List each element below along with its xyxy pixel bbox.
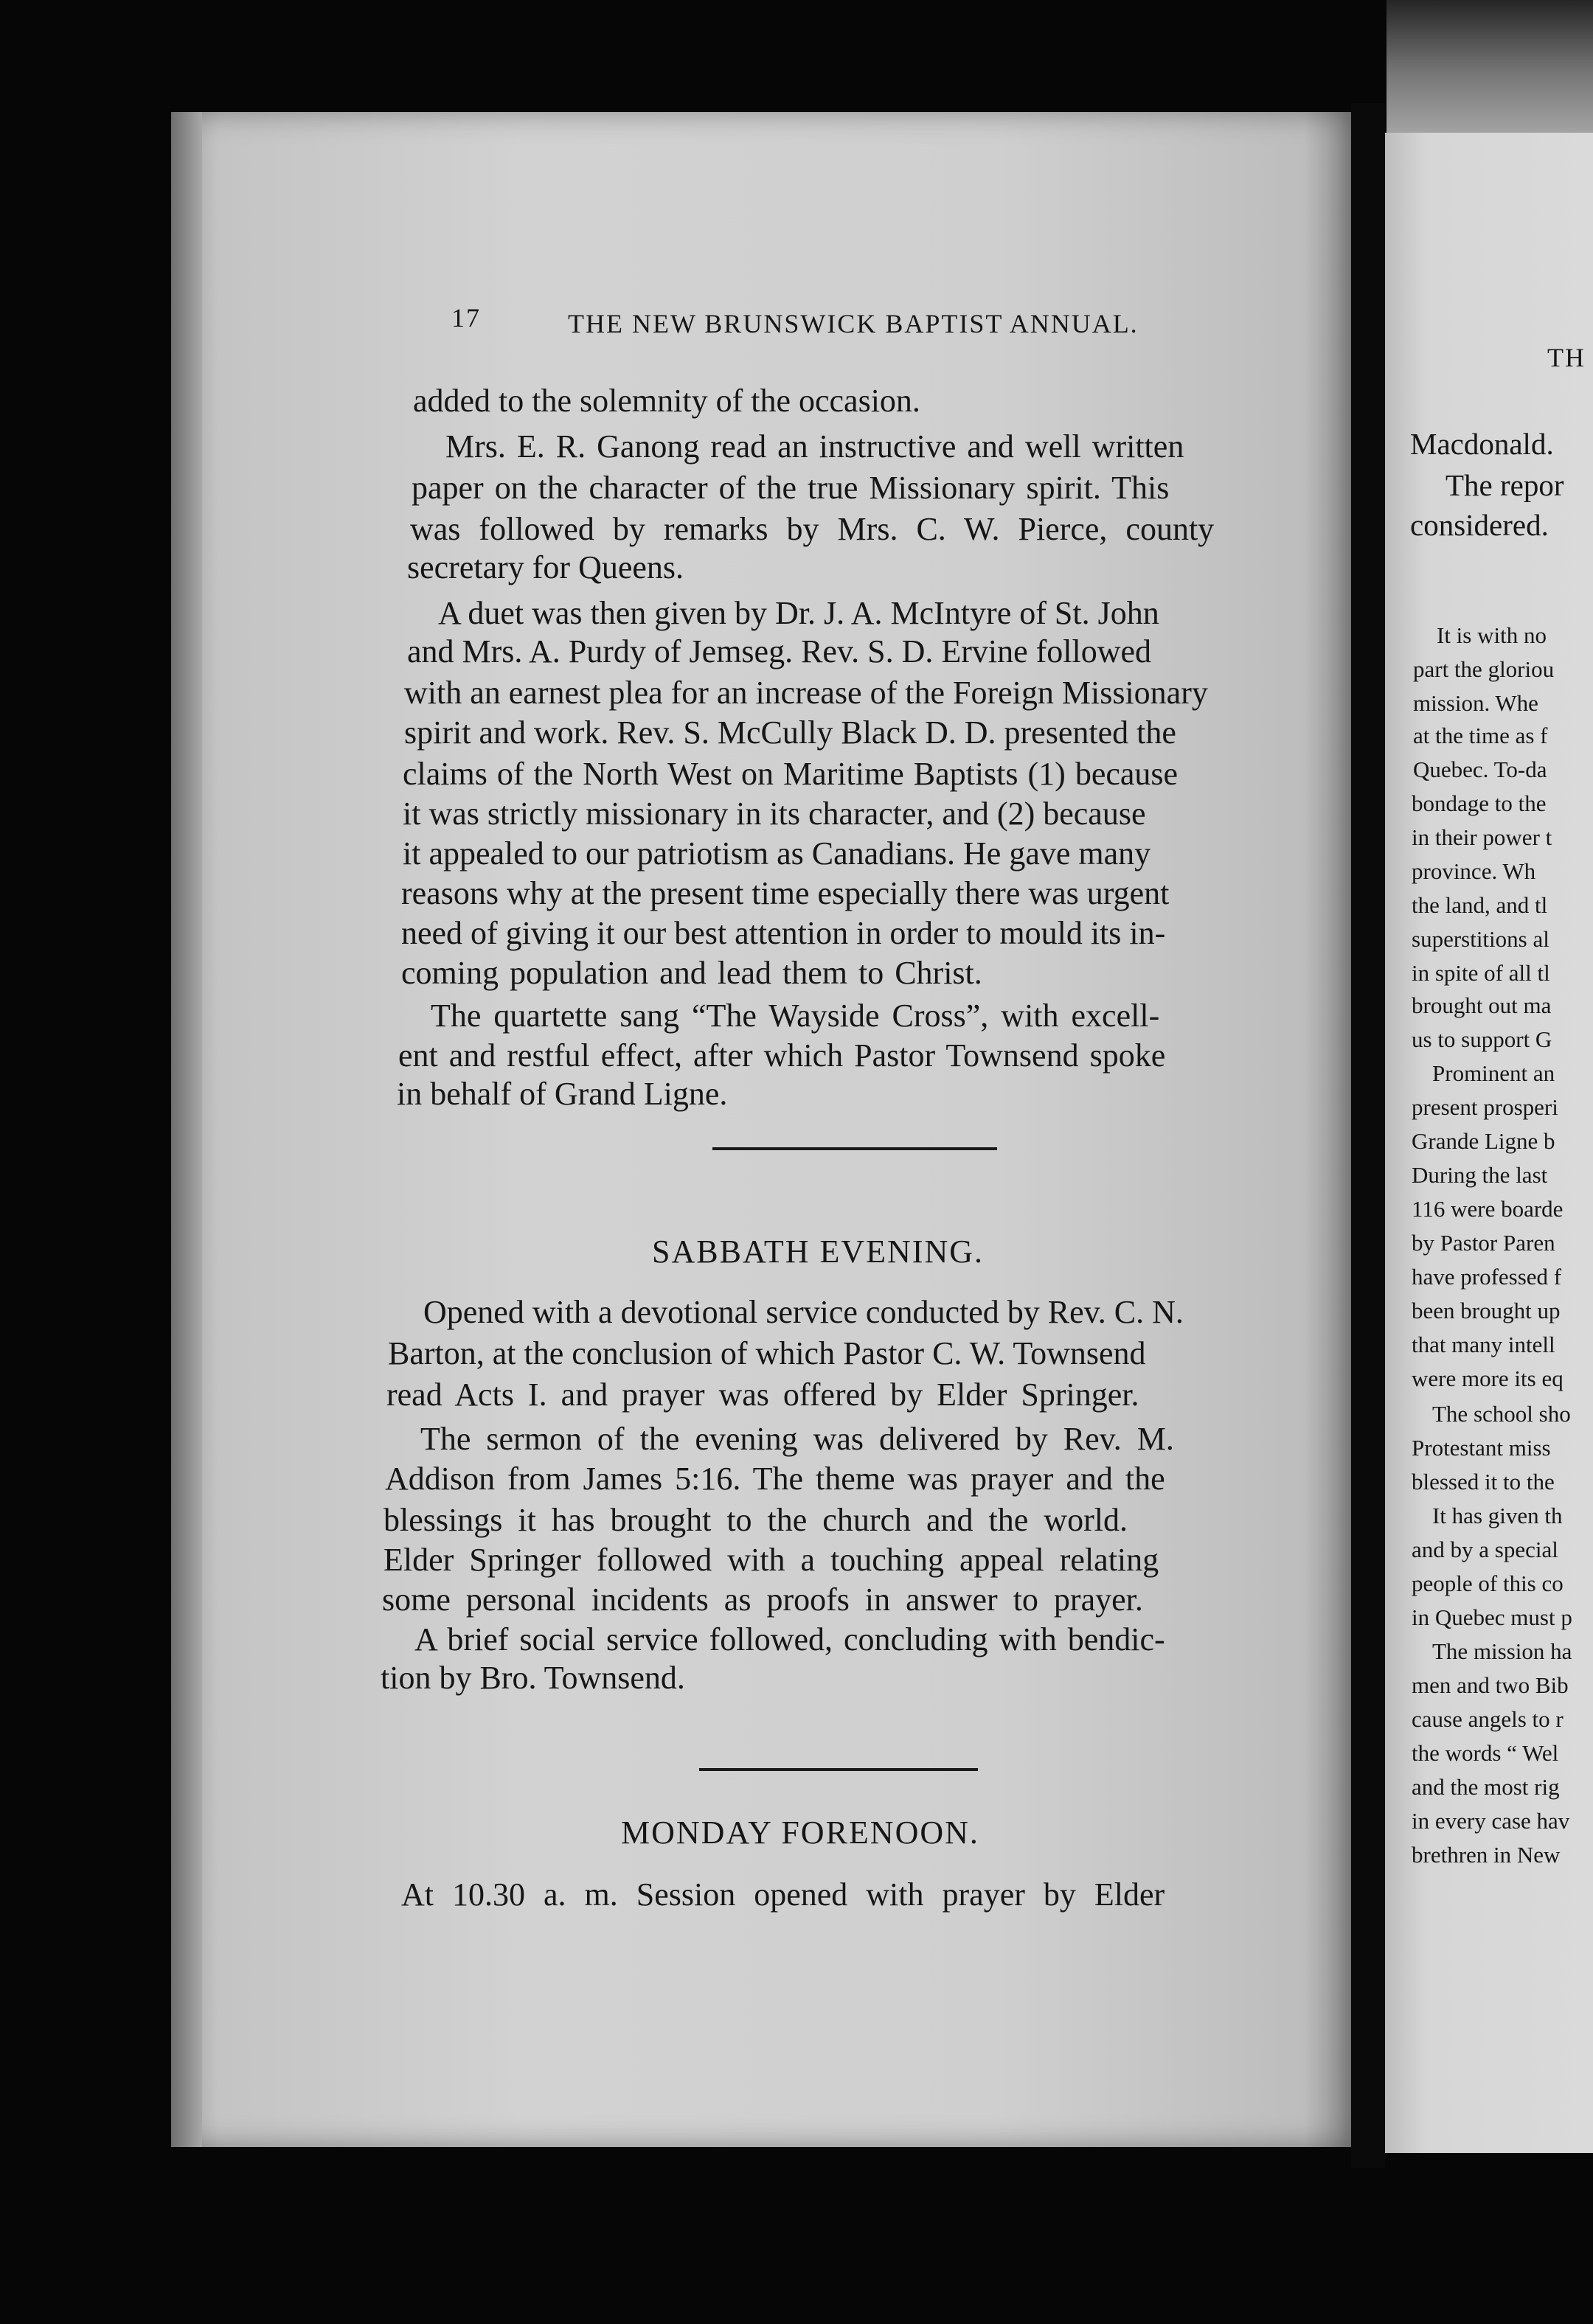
left-page-edge — [171, 112, 202, 2147]
text-line: coming population and lead them to Christ. — [401, 955, 982, 991]
text-line: in spite of all tl — [1412, 960, 1550, 986]
text-line: were more its eq — [1412, 1365, 1564, 1391]
text-line: At 10.30 a. m. Session opened with prayer by Elder — [401, 1876, 1165, 1913]
text-line: cause angels to r — [1412, 1706, 1564, 1732]
text-line: the land, and tl — [1412, 892, 1548, 918]
text-line: Macdonald. — [1410, 427, 1554, 461]
text-line: The quartette sang “The Wayside Cross”, with excell- — [431, 998, 1160, 1034]
text-line: the words “ Wel — [1412, 1740, 1559, 1766]
text-line: have professed f — [1412, 1264, 1562, 1290]
text-line: secretary for Queens. — [407, 549, 684, 585]
text-line: Protestant miss — [1412, 1435, 1551, 1461]
text-line: 116 were boarde — [1412, 1196, 1564, 1222]
text-line: brethren in New — [1412, 1842, 1561, 1868]
text-line: The repor — [1446, 468, 1564, 502]
right-page-text — [1385, 133, 1593, 2153]
text-line: spirit and work. Rev. S. McCully Black D. D. presented the — [404, 714, 1176, 751]
text-line: brought out ma — [1412, 992, 1552, 1018]
text-line: Opened with a devotional service conducted by Rev. C. N. — [423, 1294, 1184, 1330]
text-line: mission. Whe — [1413, 690, 1538, 716]
running-head-right: TH — [1547, 343, 1586, 372]
text-line: read Acts I. and prayer was offered by Elder Springer. — [386, 1377, 1139, 1413]
text-line: claims of the North West on Maritime Baptists (1) because — [403, 756, 1179, 792]
running-head: THE NEW BRUNSWICK BAPTIST ANNUAL. — [568, 309, 1139, 338]
text-line: Elder Springer followed with a touching appeal relating — [384, 1542, 1159, 1578]
text-line: in behalf of Grand Ligne. — [397, 1076, 728, 1112]
text-line: and Mrs. A. Purdy of Jemseg. Rev. S. D. Ervine followed — [407, 633, 1152, 669]
text-line: in their power t — [1412, 824, 1552, 850]
text-line: Mrs. E. R. Ganong read an instructive and well written — [445, 428, 1184, 465]
text-line: Prominent an — [1432, 1060, 1555, 1086]
text-line: was followed by remarks by Mrs. C. W. Pierce, county — [410, 511, 1215, 547]
text-line: Grande Ligne b — [1412, 1128, 1555, 1154]
text-line: blessed it to the — [1412, 1469, 1555, 1495]
text-line: tion by Bro. Townsend. — [381, 1660, 685, 1696]
text-line: us to support G — [1412, 1026, 1552, 1052]
section-heading-sabbath-evening: SABBATH EVENING. — [652, 1234, 984, 1270]
page-number: 17 — [451, 303, 481, 333]
text-line: ent and restful effect, after which Pastor Townsend spoke — [398, 1037, 1166, 1074]
text-line: and the most rig — [1412, 1774, 1560, 1800]
text-line: with an earnest plea for an increase of the Foreign Missionary — [404, 675, 1208, 711]
section-divider — [712, 1147, 997, 1150]
section-heading-monday-forenoon: MONDAY FORENOON. — [621, 1815, 979, 1851]
text-line: in Quebec must p — [1412, 1604, 1572, 1630]
text-line: at the time as f — [1413, 723, 1548, 748]
text-line: bondage to the — [1412, 790, 1547, 816]
text-line: in every case hav — [1412, 1808, 1570, 1834]
text-line: present prosperi — [1412, 1094, 1558, 1120]
text-line: blessings it has brought to the church and the world. — [384, 1502, 1128, 1538]
text-line: The mission ha — [1432, 1638, 1572, 1664]
text-line: it was strictly missionary in its character, and (2) because — [403, 796, 1146, 832]
text-line: some personal incidents as proofs in answer to prayer. — [382, 1582, 1143, 1618]
text-line: paper on the character of the true Missionary spirit. This — [412, 470, 1170, 506]
text-line: need of giving it our best attention in order to mould its in- — [401, 915, 1166, 951]
text-line: Addison from James 5:16. The theme was prayer and the — [385, 1461, 1165, 1497]
text-line: superstitions al — [1412, 926, 1549, 952]
text-line: added to the solemnity of the occasion. — [413, 383, 920, 419]
text-line: It has given th — [1432, 1503, 1563, 1528]
text-line: and by a special — [1412, 1537, 1558, 1562]
text-line: that many intell — [1412, 1332, 1555, 1357]
text-line: part the gloriou — [1413, 656, 1555, 682]
text-line: Barton, at the conclusion of which Pastor C. W. Townsend — [388, 1335, 1146, 1371]
text-line: considered. — [1410, 508, 1549, 542]
text-line: been brought up — [1412, 1298, 1561, 1323]
text-line: The sermon of the evening was delivered by Rev. M. — [420, 1421, 1174, 1457]
section-divider — [699, 1768, 978, 1771]
text-line: it appealed to our patriotism as Canadians. He gave many — [403, 835, 1151, 872]
text-line: A duet was then given by Dr. J. A. McIntyre of St. John — [438, 595, 1159, 631]
text-line: reasons why at the present time especially there was urgent — [401, 875, 1170, 911]
text-line: people of this co — [1412, 1570, 1564, 1596]
text-line: During the last — [1412, 1162, 1548, 1188]
book-gutter — [1351, 103, 1385, 2168]
text-line: by Pastor Paren — [1412, 1230, 1555, 1256]
text-line: The school sho — [1432, 1401, 1571, 1427]
text-line: men and two Bib — [1412, 1672, 1569, 1698]
text-line: A brief social service followed, concluding with bendic- — [414, 1621, 1165, 1657]
text-line: Quebec. To-da — [1413, 756, 1547, 782]
text-line: province. Wh — [1412, 858, 1536, 884]
text-line: It is with no — [1437, 622, 1547, 648]
